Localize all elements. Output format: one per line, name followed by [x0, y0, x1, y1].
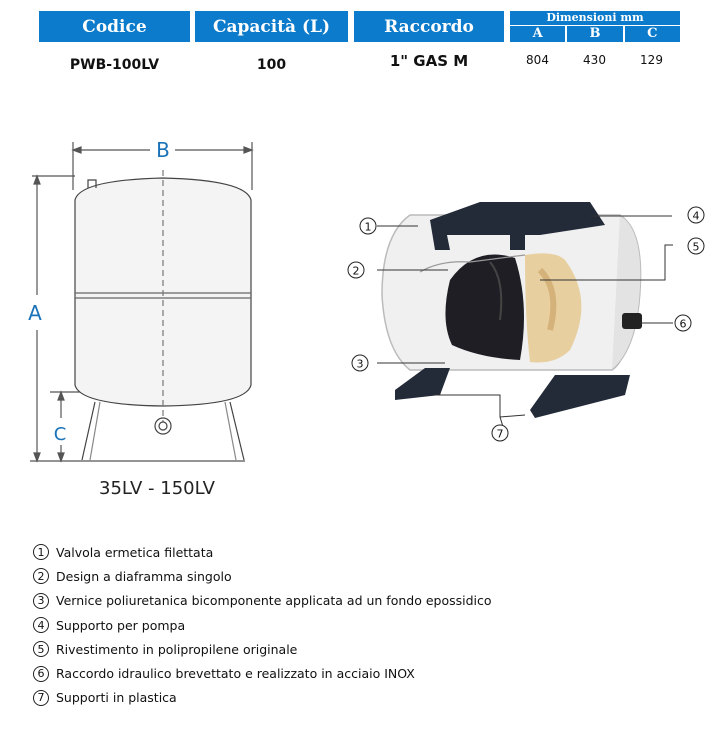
header-dim-a: A: [510, 26, 565, 42]
callout-2-label: 2: [352, 264, 360, 278]
header-dimensioni: [510, 11, 680, 42]
tank-cutaway: [340, 190, 720, 460]
cell-dim-b: 430: [583, 53, 606, 67]
header-dim-b: B: [567, 26, 622, 42]
callout-4-label: 4: [692, 209, 700, 223]
legend-text: Design a diaframma singolo: [56, 568, 232, 584]
callout-5-label: 5: [692, 240, 700, 254]
callout-3-label: 3: [356, 357, 364, 371]
header-capacita-label: Capacità (L): [212, 16, 331, 37]
legend-text: Vernice poliuretanica bicomponente applicata ad un fondo epossidico: [56, 593, 492, 609]
legend-item: [33, 540, 492, 564]
legend-text: Supporti in plastica: [56, 690, 177, 706]
legend-text: Valvola ermetica filettata: [56, 544, 214, 560]
legend-number: 7: [33, 690, 49, 706]
header-raccordo-label: Raccordo: [384, 16, 474, 37]
legend-number: 1: [33, 544, 49, 560]
cell-capacita: 100: [256, 57, 287, 73]
header-dim-c: C: [625, 26, 680, 42]
legend-item: [33, 589, 492, 613]
header-codice: [39, 11, 190, 42]
header-capacita: [195, 11, 348, 42]
header-raccordo: [354, 11, 504, 42]
dim-a-label: A: [28, 301, 42, 325]
legend-item: [33, 686, 492, 710]
legend-item: [33, 613, 492, 637]
legend-item: [33, 564, 492, 588]
header-dimensioni-label: Dimensioni mm: [510, 11, 680, 25]
cell-codice: PWB-100LV: [69, 57, 160, 73]
legend-text: Supporto per pompa: [56, 617, 186, 633]
legend-item: [33, 637, 492, 661]
callout-1-label: 1: [364, 220, 372, 234]
cell-dim-c: 129: [640, 53, 663, 67]
cell-dim-a: 804: [526, 53, 549, 67]
header-codice-label: Codice: [82, 16, 147, 37]
drawing-caption: 35LV - 150LV: [99, 478, 215, 499]
tank-drawing: [0, 130, 290, 510]
legend-number: 4: [33, 617, 49, 633]
legend-number: 6: [33, 666, 49, 682]
legend-list: [33, 540, 492, 710]
dim-b-label: B: [156, 138, 170, 162]
legend-text: Raccordo idraulico brevettato e realizzato in acciaio INOX: [56, 666, 415, 682]
cell-raccordo: 1" GAS M: [389, 52, 469, 70]
legend-number: 2: [33, 568, 49, 584]
legend-item: [33, 661, 492, 685]
legend-text: Rivestimento in polipropilene originale: [56, 641, 298, 657]
legend-number: 5: [33, 641, 49, 657]
dim-c-label: C: [53, 424, 67, 445]
callout-6-label: 6: [679, 317, 687, 331]
legend-number: 3: [33, 593, 49, 609]
callout-7-label: 7: [496, 427, 504, 441]
